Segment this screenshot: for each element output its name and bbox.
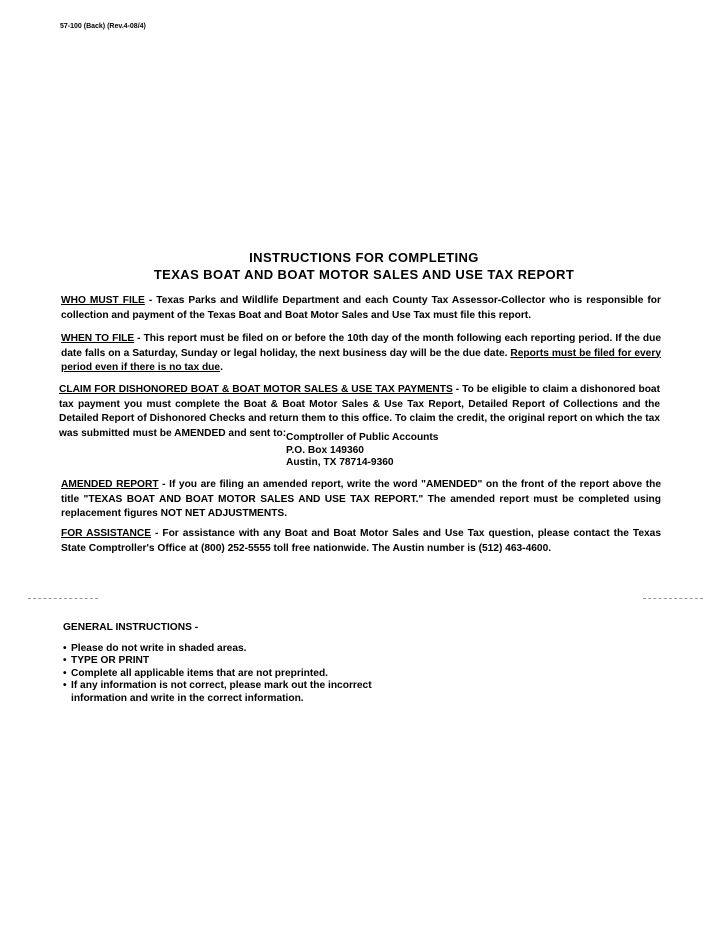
who-must-file-label: WHO MUST FILE bbox=[61, 295, 145, 306]
general-instructions-heading: GENERAL INSTRUCTIONS - bbox=[63, 622, 199, 633]
bullet-icon: • bbox=[63, 680, 67, 692]
bullet-icon: • bbox=[63, 643, 67, 654]
when-to-file-section bbox=[61, 332, 661, 376]
page-title-line-2: TEXAS BOAT AND BOAT MOTOR SALES AND USE TAX REPORT bbox=[153, 267, 575, 282]
when-to-file-end: . bbox=[220, 362, 223, 373]
form-id: 57-100 (Back) (Rev.4-08/4) bbox=[60, 23, 146, 30]
for-assistance-label: FOR ASSISTANCE bbox=[61, 528, 152, 539]
general-instructions-list bbox=[63, 643, 372, 705]
list-item bbox=[63, 643, 372, 655]
who-must-file-section bbox=[61, 294, 661, 323]
list-item-text: Complete all applicable items that are not preprinted. bbox=[71, 667, 329, 679]
for-assistance-section bbox=[61, 527, 661, 556]
list-item-continuation: information and write in the correct information. bbox=[71, 692, 304, 704]
page-title-line-1: INSTRUCTIONS FOR COMPLETING bbox=[249, 250, 479, 265]
list-item-text: Please do not write in shaded areas. bbox=[71, 643, 247, 654]
list-item bbox=[63, 668, 372, 680]
right-cut-line bbox=[643, 598, 703, 599]
claim-text: - To be eligible to claim a dishonored boat tax payment you must complete the Boat & Boat Motor Sales & Use Tax Report, Detailed Report of Collections and the Detailed Report of Dishonored Checks and return them to this office. To claim the credit, the original report on which the tax was submitted must be AMENDED and sent to: bbox=[59, 384, 660, 439]
address-line-2: P.O. Box 149360 bbox=[286, 444, 364, 456]
amended-report-label: AMENDED REPORT bbox=[61, 479, 159, 490]
amended-report-section bbox=[61, 478, 661, 522]
for-assistance-text: - For assistance with any Boat and Boat Motor Sales and Use Tax question, please contact the Texas State Comptroller's Office at (800) 252-5555 toll free nationwide. The Austin number is (512) 463-4600. bbox=[61, 528, 661, 554]
mailing-address bbox=[286, 432, 438, 470]
who-must-file-text: - Texas Parks and Wildlife Department and each County Tax Assessor-Collector who is responsible for collection and payment of the Texas Boat and Boat Motor Sales and Use Tax must file this report. bbox=[61, 295, 661, 321]
address-line-3: Austin, TX 78714-9360 bbox=[286, 457, 394, 468]
left-cut-line bbox=[28, 598, 98, 599]
claim-label: CLAIM FOR DISHONORED BOAT & BOAT MOTOR SALES & USE TAX PAYMENTS bbox=[59, 384, 453, 395]
bullet-icon: • bbox=[63, 655, 67, 667]
list-item bbox=[63, 655, 372, 667]
when-to-file-underlined: Reports must be filed for every period even if there is no tax due bbox=[61, 347, 661, 373]
list-item bbox=[63, 680, 372, 692]
when-to-file-label: WHEN TO FILE bbox=[61, 333, 135, 344]
list-item-text: If any information is not correct, please mark out the incorrect bbox=[71, 680, 372, 692]
amended-report-text: - If you are filing an amended report, write the word "AMENDED" on the front of the report above the title "TEXAS BOAT AND BOAT MOTOR SALES AND USE TAX REPORT." The amended report must be completed using replacement figures NOT NET ADJUSTMENTS. bbox=[61, 479, 661, 519]
bullet-icon: • bbox=[63, 667, 67, 679]
address-line-1: Comptroller of Public Accounts bbox=[286, 432, 439, 443]
when-to-file-text: - This report must be filed on or before the 10th day of the month following each reporting period. If the due date falls on a Saturday, Sunday or legal holiday, the next business day will be the due date. bbox=[61, 333, 661, 359]
list-item-text: TYPE OR PRINT bbox=[71, 655, 150, 667]
